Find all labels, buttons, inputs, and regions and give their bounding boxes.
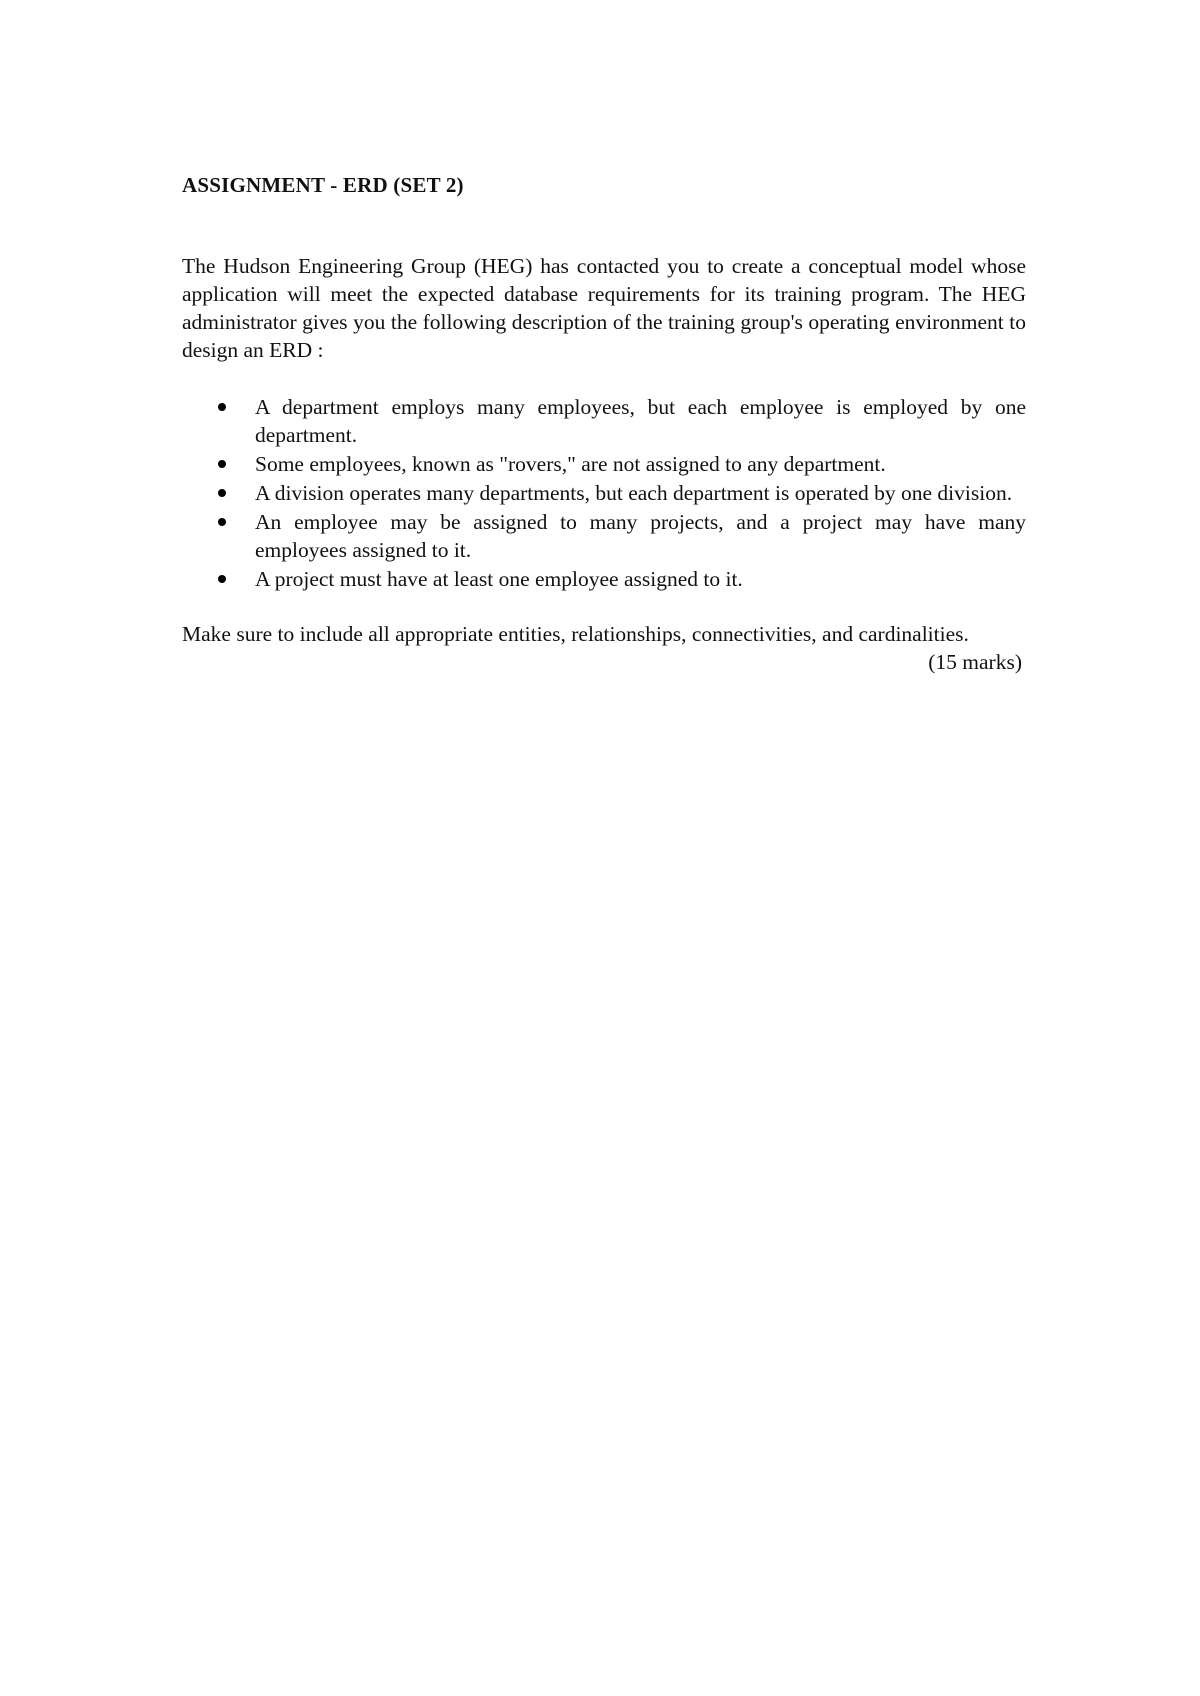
requirement-text: An employee may be assigned to many projects, and a project may have many employees assigned to it.: [255, 510, 1026, 562]
bullet-icon: [218, 460, 226, 468]
list-item: [182, 479, 1026, 507]
requirement-text: A division operates many departments, but each department is operated by one division.: [255, 481, 1013, 505]
intro-paragraph: The Hudson Engineering Group (HEG) has contacted you to create a conceptual model whose application will meet the expected database requirements for its training program. The HEG administrator gives you the following description of the training group's operating environment to design an ERD :: [182, 254, 1026, 362]
marks-label: (15 marks): [928, 650, 1022, 674]
list-item: [182, 508, 1026, 564]
document-content: [182, 171, 1026, 676]
requirement-text: A project must have at least one employee assigned to it.: [255, 567, 743, 591]
closing-paragraph: Make sure to include all appropriate entities, relationships, connectivities, and cardinalities.: [182, 622, 969, 646]
bullet-icon: [218, 489, 226, 497]
bullet-icon: [218, 575, 226, 583]
bullet-icon: [218, 403, 226, 411]
page-title: ASSIGNMENT - ERD (SET 2): [182, 173, 464, 197]
bullet-icon: [218, 518, 226, 526]
list-item: [182, 565, 1026, 593]
requirements-list: [182, 393, 1026, 593]
list-item: [182, 393, 1026, 449]
requirement-text: Some employees, known as "rovers," are not assigned to any department.: [255, 452, 886, 476]
requirement-text: A department employs many employees, but each employee is employed by one department.: [255, 395, 1026, 447]
list-item: [182, 450, 1026, 478]
